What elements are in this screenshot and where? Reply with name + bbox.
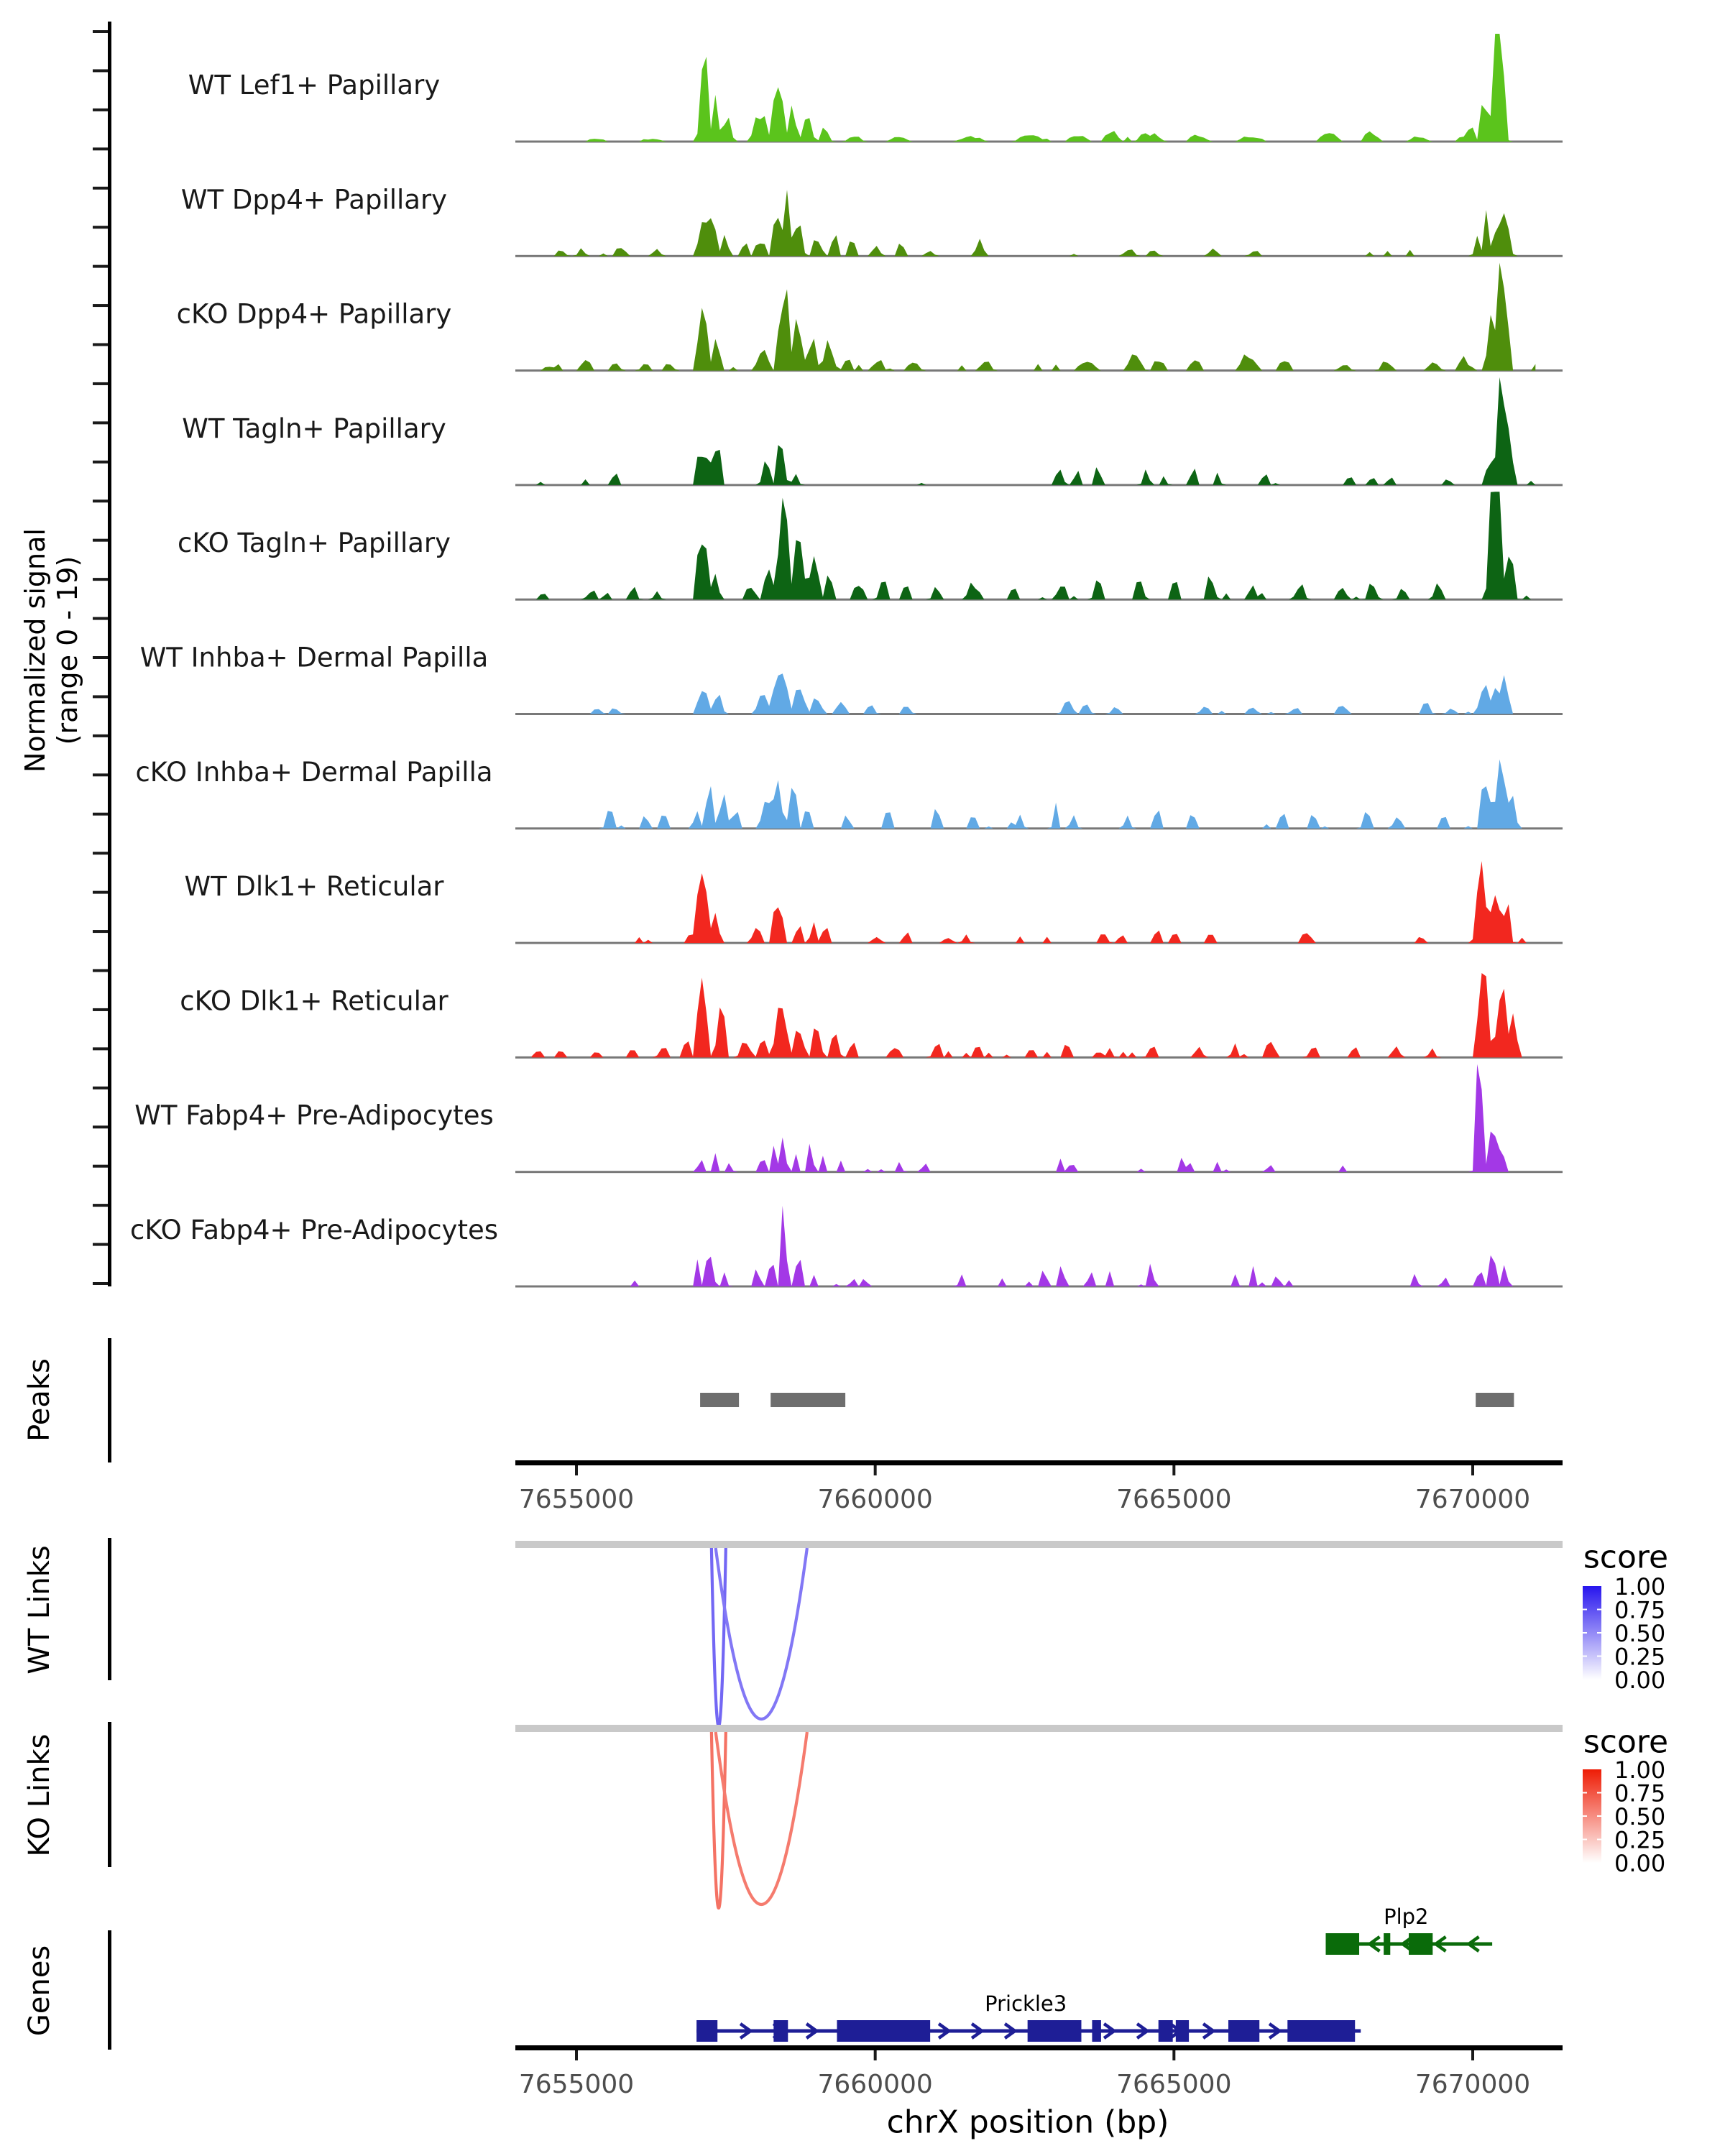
links-backbone: [515, 1725, 1563, 1732]
signal-y-axis-tick: [93, 1282, 108, 1285]
signal-y-axis-label: [19, 528, 84, 773]
section-bracket: [108, 1722, 111, 1867]
gene-exon: [1176, 2020, 1189, 2042]
signal-y-axis-tick: [93, 539, 108, 542]
signal-y-axis-tick: [93, 147, 108, 150]
genome-axis-tick: [575, 1465, 578, 1475]
genome-axis-tick-label: 7660000: [817, 1485, 933, 1514]
gene-exon: [1325, 1933, 1359, 1955]
track-label: cKO Fabp4+ Pre-Adipocytes: [129, 1215, 499, 1245]
signal-y-axis-tick: [93, 1087, 108, 1089]
gene-exon: [1092, 2020, 1100, 2042]
signal-y-axis-tick: [93, 30, 108, 33]
gene-exon: [837, 2020, 930, 2042]
legend-tick-label: 0.25: [1614, 1826, 1666, 1854]
legend-gradient-tick: [1597, 1839, 1601, 1841]
gene-exon: [1384, 1933, 1390, 1955]
signal-y-axis-tick: [93, 421, 108, 424]
gene-label: Prickle3: [985, 1991, 1067, 2016]
coverage-area: [532, 861, 1536, 943]
legend-gradient-tick: [1597, 1632, 1601, 1634]
gene-exon: [1228, 2020, 1259, 2042]
legend-gradient-tick: [1583, 1839, 1587, 1841]
section-label-peaks: Peaks: [23, 1358, 56, 1442]
track-label: WT Dlk1+ Reticular: [184, 871, 444, 903]
genome-axis-tick-label: 7665000: [1116, 1485, 1232, 1514]
track-label: WT Dpp4+ Papillary: [180, 184, 448, 216]
peak-interval: [1476, 1393, 1514, 1407]
coverage-area: [532, 1206, 1536, 1286]
gene-label: Plp2: [1384, 1904, 1429, 1929]
signal-y-axis-tick: [93, 695, 108, 698]
signal-y-axis-tick: [93, 1204, 108, 1207]
coverage-area: [532, 34, 1536, 142]
wt-links-legend-title: score: [1583, 1539, 1669, 1576]
track-label: WT Lef1+ Papillary: [188, 70, 441, 101]
peak-interval: [770, 1393, 845, 1407]
signal-y-axis-tick: [93, 109, 108, 111]
legend-tick-label: 1.00: [1614, 1756, 1666, 1784]
legend-gradient-tick: [1583, 1632, 1587, 1634]
section-bracket: [108, 1338, 111, 1462]
gene-exon: [1159, 2020, 1173, 2042]
signal-y-axis-tick: [93, 852, 108, 854]
coverage-area: [532, 190, 1536, 256]
signal-y-axis-tick: [93, 1243, 108, 1246]
legend-tick-label: 1.00: [1614, 1573, 1666, 1600]
track-baseline: [515, 484, 1563, 486]
track-baseline: [515, 713, 1563, 715]
signal-y-axis-tick: [93, 304, 108, 307]
signal-y-axis-tick: [93, 499, 108, 502]
legend-gradient-tick: [1583, 1609, 1587, 1611]
section-bracket: [108, 1538, 111, 1680]
genome-axis: [515, 2045, 1563, 2050]
coverage-area: [532, 492, 1536, 599]
legend-gradient-tick: [1597, 1656, 1601, 1657]
gene-exon: [1409, 1933, 1432, 1955]
signal-y-axis-tick: [93, 226, 108, 229]
genome-axis-tick-label: 7665000: [1116, 2070, 1232, 2099]
gene-exon: [773, 2020, 788, 2042]
genome-axis-tick-label: 7660000: [817, 2070, 933, 2099]
legend-gradient-tick: [1583, 1792, 1587, 1794]
signal-y-axis-tick: [93, 969, 108, 972]
link-arc: [716, 1548, 807, 1719]
gene-exon: [1287, 2020, 1355, 2042]
legend-tick-label: 0.75: [1614, 1779, 1666, 1807]
x-axis-label: chrX position (bp): [886, 2104, 1169, 2141]
legend-gradient-tick: [1597, 1815, 1601, 1817]
coverage-area: [532, 1064, 1536, 1172]
coverage-area: [532, 263, 1536, 371]
coverage-area: [532, 760, 1536, 829]
track-label: cKO Dlk1+ Reticular: [180, 985, 448, 1017]
legend-gradient-tick: [1583, 1656, 1587, 1657]
genome-axis: [515, 1460, 1563, 1465]
gene-exon: [1028, 2020, 1082, 2042]
track-baseline: [515, 255, 1563, 257]
signal-y-axis-tick: [93, 187, 108, 190]
legend-gradient-tick: [1597, 1792, 1601, 1794]
link-arc: [716, 1732, 807, 1904]
genome-axis-tick-label: 7655000: [518, 2070, 635, 2099]
legend-gradient-tick: [1583, 1815, 1587, 1817]
genome-axis-tick-label: 7670000: [1414, 2070, 1531, 2099]
track-baseline: [515, 1171, 1563, 1173]
signal-y-axis-tick: [93, 69, 108, 72]
section-label-genes: Genes: [23, 1945, 56, 2037]
section-label-ko-links: KO Links: [23, 1733, 56, 1857]
signal-y-axis-tick: [93, 382, 108, 385]
signal-y-axis-tick: [93, 265, 108, 268]
track-label: WT Tagln+ Papillary: [182, 413, 446, 444]
signal-y-axis-tick: [93, 734, 108, 737]
signal-y-axis-tick: [93, 1047, 108, 1050]
coverage-area: [532, 377, 1536, 485]
track-label: cKO Tagln+ Papillary: [177, 528, 451, 559]
signal-y-axis-tick: [93, 1008, 108, 1011]
track-label: WT Fabp4+ Pre-Adipocytes: [134, 1100, 494, 1131]
signal-y-axis-label-line1: Normalized signal: [19, 528, 52, 773]
coverage-area: [532, 673, 1536, 714]
legend-tick-label: 0.50: [1614, 1803, 1666, 1830]
legend-tick-label: 0.75: [1614, 1596, 1666, 1624]
legend-tick-label: 0.00: [1614, 1850, 1666, 1877]
legend-gradient-tick: [1597, 1609, 1601, 1611]
genome-axis-tick: [575, 2050, 578, 2060]
legend-tick-label: 0.50: [1614, 1620, 1666, 1647]
signal-y-axis-tick: [93, 461, 108, 464]
signal-y-axis-tick: [93, 656, 108, 659]
signal-y-axis-label-line2: (range 0 - 19): [52, 556, 83, 745]
legend-tick-label: 0.00: [1614, 1667, 1666, 1694]
gene-exon: [696, 2020, 717, 2042]
legend-tick-label: 0.25: [1614, 1643, 1666, 1671]
genome-axis-tick: [1172, 1465, 1175, 1475]
signal-y-axis-tick: [93, 813, 108, 816]
genome-axis-tick-label: 7655000: [518, 1485, 635, 1514]
signal-y-axis-tick: [93, 930, 108, 933]
genome-axis-tick-label: 7670000: [1414, 1485, 1531, 1514]
signal-y-axis-tick: [93, 891, 108, 894]
track-label: cKO Dpp4+ Papillary: [176, 298, 452, 330]
track-baseline: [515, 942, 1563, 944]
genome-axis-tick: [874, 1465, 877, 1475]
signal-y-axis-tick: [93, 617, 108, 620]
genome-axis-tick: [1471, 2050, 1474, 2060]
section-bracket: [108, 1930, 111, 2050]
track-label: WT Inhba+ Dermal Papilla: [139, 642, 489, 673]
genome-axis-tick: [874, 2050, 877, 2060]
signal-y-axis-tick: [93, 344, 108, 346]
track-label: cKO Inhba+ Dermal Papilla: [135, 756, 493, 788]
signal-y-axis-tick: [93, 1165, 108, 1168]
ko-links-legend-title: score: [1583, 1723, 1669, 1761]
genome-axis-tick: [1172, 2050, 1175, 2060]
peak-interval: [700, 1393, 739, 1407]
links-backbone: [515, 1541, 1563, 1548]
genome-axis-tick: [1471, 1465, 1474, 1475]
coverage-area: [532, 973, 1536, 1057]
section-label-wt-links: WT Links: [23, 1545, 56, 1674]
signal-y-axis: [108, 22, 111, 1286]
signal-y-axis-tick: [93, 578, 108, 581]
signal-y-axis-tick: [93, 773, 108, 776]
signal-y-axis-tick: [93, 1125, 108, 1128]
